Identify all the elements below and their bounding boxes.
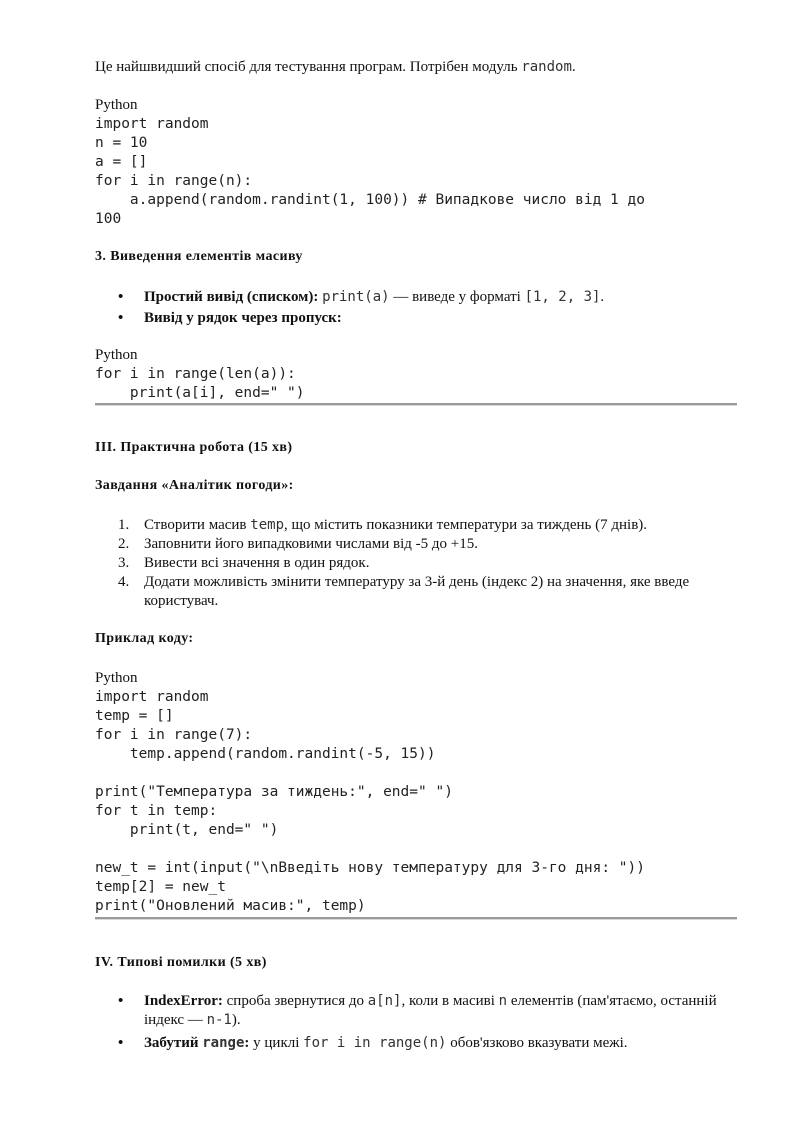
list-item — [118, 573, 739, 611]
bullet-icon: • — [118, 289, 124, 305]
code-block-1 — [95, 96, 735, 229]
item-number: 3. — [118, 555, 130, 571]
code-line: new_t = int(input("\nВведіть нову температуру для 3-го дня: ")) — [95, 860, 645, 876]
item-code: n — [498, 993, 508, 1009]
code-line: for i in range(len(a)): — [95, 366, 296, 382]
section-3-list — [118, 288, 744, 328]
example-heading: Приклад коду: — [95, 631, 194, 646]
code-line: n = 10 — [95, 135, 148, 151]
item-text: Заповнити його випадковими числами від -5 до +15. — [144, 536, 478, 552]
code-line: temp[2] = new_t — [95, 879, 226, 895]
bullet-icon: • — [118, 1035, 124, 1051]
item-code: a[n] — [367, 993, 402, 1009]
code-line: import random — [95, 689, 209, 705]
task-list — [118, 516, 739, 611]
item-number: 1. — [118, 517, 130, 533]
bullet-icon: • — [118, 993, 124, 1009]
bullet-icon: • — [118, 310, 124, 326]
section-3-heading: 3. Виведення елементів масиву — [95, 249, 303, 264]
practice-heading: III. Практична робота (15 хв) — [95, 440, 293, 455]
item-code: n-1 — [206, 1012, 232, 1028]
code-block-3 — [95, 669, 735, 916]
item-bold: Простий вивід (списком): — [144, 289, 319, 305]
horizontal-rule — [95, 917, 737, 920]
section-4-list — [118, 992, 739, 1053]
task-heading: Завдання «Аналітик погоди»: — [95, 478, 294, 493]
item-text: у циклі — [249, 1035, 304, 1051]
code-line — [95, 764, 735, 783]
item-bold: Вивід у рядок через пропуск: — [144, 310, 342, 326]
list-item — [118, 288, 744, 307]
code-line: for t in temp: — [95, 803, 218, 819]
code-lang-label: Python — [95, 97, 138, 113]
item-text: спроба звернутися до — [222, 993, 368, 1009]
code-line — [95, 840, 735, 859]
item-bold-code: range — [202, 1035, 245, 1051]
item-code: for i in range(n) — [303, 1035, 447, 1051]
intro-paragraph — [95, 57, 735, 77]
code-line: print("Температура за тиждень:", end=" ") — [95, 784, 453, 800]
section-4-heading: IV. Типові помилки (5 хв) — [95, 955, 267, 970]
item-code: print(a) — [322, 289, 390, 305]
list-item — [118, 992, 739, 1030]
item-text: Додати можливість змінити температуру за 3-й день (індекс 2) на значення, яке введе користувач. — [144, 574, 690, 609]
code-line: 100 — [95, 211, 122, 227]
item-bold: IndexError: — [144, 993, 223, 1009]
item-text: обов'язково вказувати межі. — [446, 1035, 628, 1051]
item-text: — виведе у форматі — [389, 289, 525, 305]
code-line: print("Оновлений масив:", temp) — [95, 898, 366, 914]
item-number: 4. — [118, 574, 130, 590]
item-text: , що містить показники температури за тиждень (7 днів). — [284, 517, 648, 533]
intro-end: . — [571, 59, 576, 75]
code-line: for i in range(7): — [95, 727, 253, 743]
code-line: print(a[i], end=" ") — [95, 385, 305, 401]
code-line: a = [] — [95, 154, 148, 170]
code-line: a.append(random.randint(1, 100)) # Випадкове число від 1 до — [95, 192, 645, 208]
item-bold: : — [244, 1035, 250, 1051]
item-end: ). — [231, 1012, 241, 1028]
code-line: print(t, end=" ") — [95, 822, 279, 838]
code-lang-label: Python — [95, 670, 138, 686]
item-text: Створити масив — [144, 517, 251, 533]
item-number: 2. — [118, 536, 130, 552]
code-line: for i in range(n): — [95, 173, 253, 189]
code-block-2 — [95, 346, 735, 403]
intro-code: random — [521, 59, 572, 75]
item-code: [1, 2, 3] — [524, 289, 601, 305]
code-lang-label: Python — [95, 347, 138, 363]
intro-text: Це найшвидший спосіб для тестування програм. Потрібен модуль — [95, 59, 522, 75]
code-line: temp.append(random.randint(-5, 15)) — [95, 746, 436, 762]
item-bold: Забутий — [144, 1035, 203, 1051]
code-line: import random — [95, 116, 209, 132]
code-line: temp = [] — [95, 708, 174, 724]
list-item — [118, 1034, 739, 1053]
item-text: елементів (пам'ятаємо, останній індекс — — [144, 993, 717, 1028]
item-text: , коли в масиві — [401, 993, 499, 1009]
list-item — [118, 554, 739, 573]
horizontal-rule — [95, 403, 737, 406]
item-code: temp — [250, 517, 284, 533]
item-end: . — [600, 289, 605, 305]
list-item — [118, 309, 744, 328]
item-text: Вивести всі значення в один рядок. — [144, 555, 370, 571]
list-item — [118, 516, 739, 535]
list-item — [118, 535, 739, 554]
